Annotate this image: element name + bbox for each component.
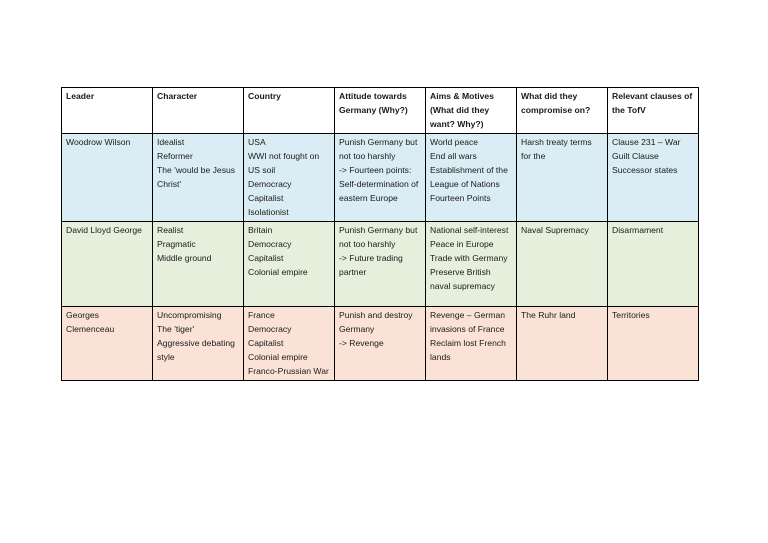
country-item: Isolationist bbox=[248, 207, 289, 217]
country-item: France bbox=[248, 310, 275, 320]
cell-aims bbox=[426, 134, 517, 222]
header-country: Country bbox=[244, 88, 335, 134]
cell-attitude bbox=[335, 222, 426, 307]
country-item: Democracy bbox=[248, 324, 292, 334]
attitude-item: Punish and destroy Germany bbox=[339, 310, 413, 334]
aims-item: World peace bbox=[430, 137, 479, 147]
cell-compromise bbox=[517, 307, 608, 381]
attitude-item: Punish Germany but not too harshly bbox=[339, 137, 418, 161]
character-item: The 'tiger' bbox=[157, 324, 195, 334]
table-row-lloyd-george bbox=[62, 222, 699, 307]
country-item: WWI not fought on US soil bbox=[248, 151, 320, 175]
leader-name: Woodrow Wilson bbox=[66, 137, 131, 147]
cell-country bbox=[244, 134, 335, 222]
character-item: The 'would be Jesus Christ' bbox=[157, 165, 236, 189]
aims-item: Trade with Germany bbox=[430, 253, 508, 263]
aims-item: National self-interest bbox=[430, 225, 509, 235]
aims-item: Fourteen Points bbox=[430, 193, 491, 203]
header-compromise: What did they compromise on? bbox=[517, 88, 608, 134]
leader-name: David Lloyd George bbox=[66, 225, 142, 235]
cell-attitude bbox=[335, 134, 426, 222]
cell-country bbox=[244, 307, 335, 381]
header-leader: Leader bbox=[62, 88, 153, 134]
country-item: USA bbox=[248, 137, 266, 147]
country-item: Colonial empire bbox=[248, 267, 308, 277]
character-item: Middle ground bbox=[157, 253, 212, 263]
aims-item: Reclaim lost French lands bbox=[430, 338, 506, 362]
aims-item: Revenge – German invasions of France bbox=[430, 310, 505, 334]
country-item: Capitalist bbox=[248, 193, 284, 203]
cell-character bbox=[153, 134, 244, 222]
character-item: Aggressive debating style bbox=[157, 338, 235, 362]
header-aims: Aims & Motives (What did they want? Why?) bbox=[426, 88, 517, 134]
clause-item: Clause 231 – War Guilt Clause bbox=[612, 137, 681, 161]
country-item: Colonial empire bbox=[248, 352, 308, 362]
cell-country bbox=[244, 222, 335, 307]
header-row bbox=[62, 88, 699, 134]
aims-item: End all wars bbox=[430, 151, 477, 161]
attitude-item: -> Revenge bbox=[339, 338, 384, 348]
header-character: Character bbox=[153, 88, 244, 134]
treaty-leaders-table bbox=[61, 87, 699, 381]
compromise-item: Naval Supremacy bbox=[521, 225, 589, 235]
clause-item: Disarmament bbox=[612, 225, 664, 235]
country-item: Democracy bbox=[248, 179, 292, 189]
character-item: Idealist bbox=[157, 137, 185, 147]
aims-item: Preserve British naval supremacy bbox=[430, 267, 495, 291]
cell-leader bbox=[62, 222, 153, 307]
aims-item: Establishment of the League of Nations bbox=[430, 165, 508, 189]
compromise-item: The Ruhr land bbox=[521, 310, 576, 320]
country-item: Capitalist bbox=[248, 253, 284, 263]
clause-item: Territories bbox=[612, 310, 650, 320]
cell-character bbox=[153, 222, 244, 307]
country-item: Franco-Prussian War bbox=[248, 366, 329, 376]
cell-compromise bbox=[517, 222, 608, 307]
country-item: Democracy bbox=[248, 239, 292, 249]
header-attitude: Attitude towards Germany (Why?) bbox=[335, 88, 426, 134]
cell-character bbox=[153, 307, 244, 381]
character-item: Pragmatic bbox=[157, 239, 196, 249]
country-item: Britain bbox=[248, 225, 273, 235]
attitude-item: -> Future trading partner bbox=[339, 253, 403, 277]
cell-clauses bbox=[608, 134, 699, 222]
cell-aims bbox=[426, 222, 517, 307]
cell-clauses bbox=[608, 307, 699, 381]
attitude-item: Punish Germany but not too harshly bbox=[339, 225, 418, 249]
attitude-item: -> Fourteen points: Self-determination of eastern Europe bbox=[339, 165, 419, 203]
cell-attitude bbox=[335, 307, 426, 381]
header-clauses: Relevant clauses of the TofV bbox=[608, 88, 699, 134]
cell-leader bbox=[62, 307, 153, 381]
character-item: Realist bbox=[157, 225, 184, 235]
cell-clauses bbox=[608, 222, 699, 307]
table-row-wilson bbox=[62, 134, 699, 222]
aims-item: Peace in Europe bbox=[430, 239, 494, 249]
country-item: Capitalist bbox=[248, 338, 284, 348]
character-item: Reformer bbox=[157, 151, 193, 161]
character-item: Uncompromising bbox=[157, 310, 222, 320]
clause-item: Successor states bbox=[612, 165, 678, 175]
cell-aims bbox=[426, 307, 517, 381]
cell-leader bbox=[62, 134, 153, 222]
leader-name: Georges Clemenceau bbox=[66, 310, 115, 334]
compromise-item: Harsh treaty terms for the bbox=[521, 137, 592, 161]
cell-compromise bbox=[517, 134, 608, 222]
table-row-clemenceau bbox=[62, 307, 699, 381]
